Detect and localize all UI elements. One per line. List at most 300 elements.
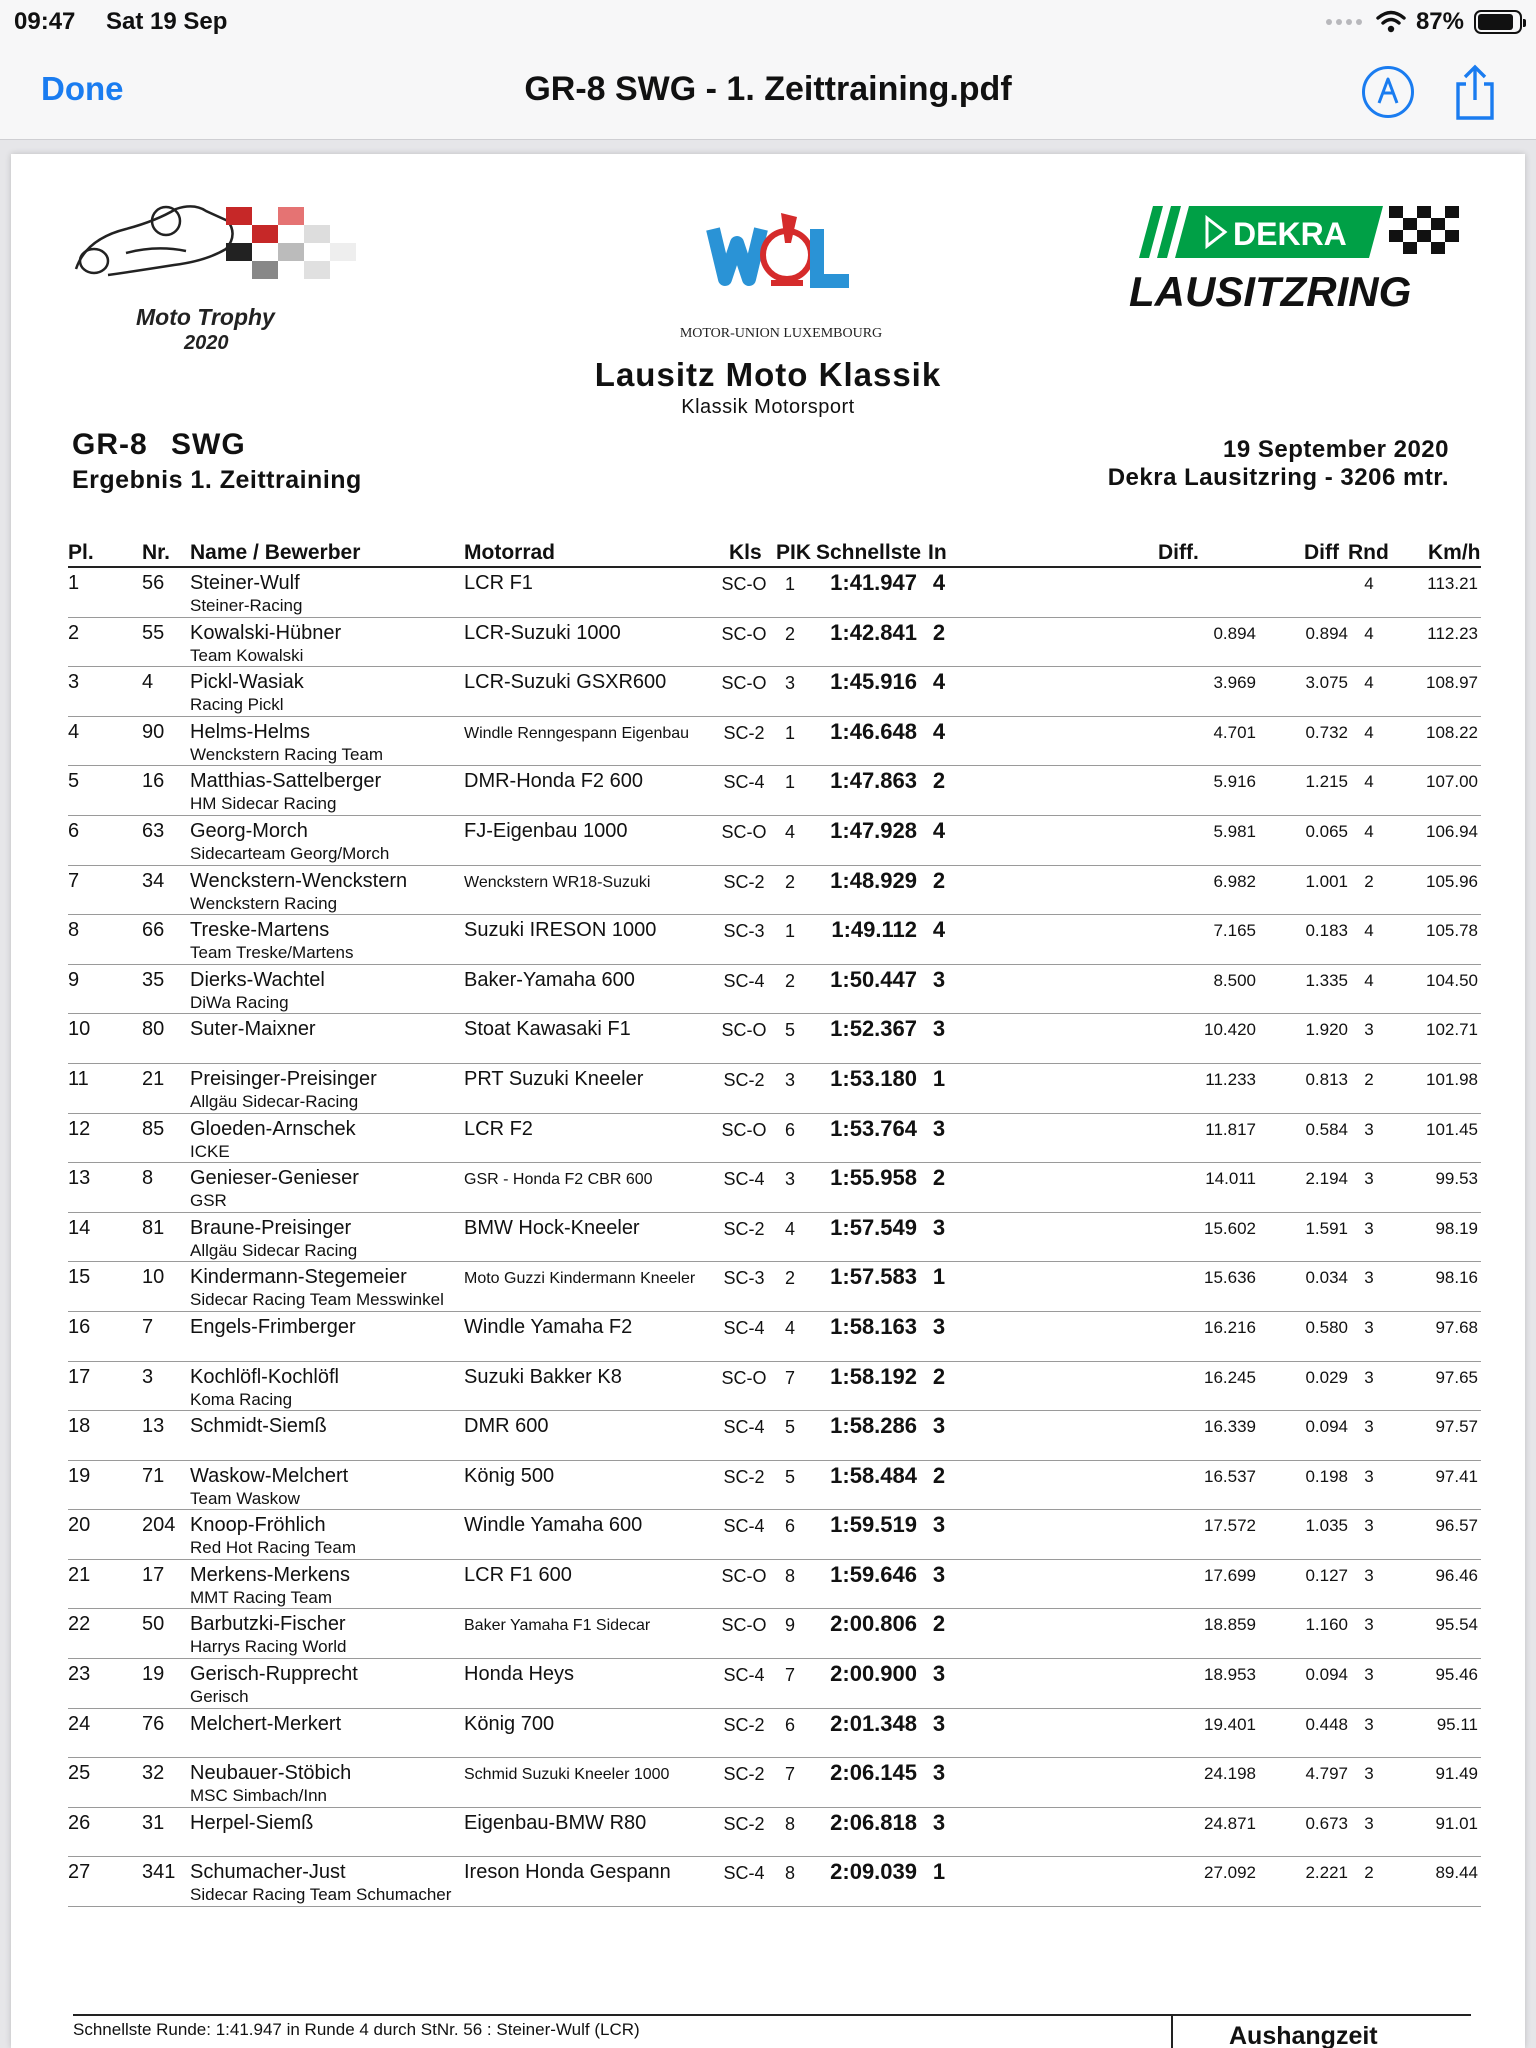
cell-team: Sidecar Racing Team Messwinkel — [190, 1290, 444, 1310]
cell-place: 26 — [68, 1811, 91, 1834]
col-best: Schnellste — [816, 541, 922, 564]
cell-number: 32 — [142, 1762, 165, 1785]
share-icon[interactable] — [1452, 64, 1498, 122]
cell-class: SC-4 — [723, 772, 765, 793]
cell-diff: 27.092 — [1204, 1863, 1256, 1883]
status-time: 09:47 — [14, 8, 76, 35]
cell-place: 19 — [68, 1464, 91, 1487]
cell-diff: 7.165 — [1213, 921, 1256, 941]
cell-laps: 4 — [1364, 970, 1374, 990]
cell-place: 4 — [68, 720, 80, 743]
col-moto: Motorrad — [464, 541, 555, 564]
cell-team: Wenckstern Racing — [190, 893, 338, 913]
cell-name: Pickl-Wasiak — [190, 671, 304, 694]
pdf-viewer-navbar — [0, 44, 1536, 140]
cell-team: Team Treske/Martens — [190, 943, 354, 963]
cell-class: SC-2 — [723, 1764, 765, 1785]
cell-diff-prev: 0.894 — [1305, 623, 1348, 643]
cell-pik: 3 — [784, 1169, 795, 1190]
cell-number: 50 — [142, 1613, 165, 1636]
cell-number: 34 — [142, 869, 165, 892]
table-row — [68, 717, 1481, 767]
cell-laps: 4 — [1364, 574, 1374, 593]
table-row — [68, 1659, 1481, 1709]
cell-speed: 99.53 — [1435, 1169, 1478, 1189]
cell-speed: 97.57 — [1435, 1417, 1478, 1437]
document-title: GR-8 SWG - 1. Zeittraining.pdf — [524, 70, 1012, 108]
cell-class: SC-2 — [723, 1813, 765, 1834]
cell-name: Preisinger-Preisinger — [190, 1067, 377, 1090]
table-row — [68, 1411, 1481, 1461]
cell-motorcycle: Stoat Kawasaki F1 — [464, 1018, 631, 1041]
cell-in-lap: 4 — [932, 917, 946, 943]
cell-place: 15 — [68, 1266, 91, 1289]
cell-team: Red Hot Racing Team — [190, 1538, 356, 1558]
cell-class: SC-2 — [723, 1466, 765, 1487]
cell-laps: 3 — [1364, 1268, 1374, 1288]
cell-motorcycle: Windle Renngespann Eigenbau — [464, 724, 690, 742]
cell-laps: 3 — [1364, 1813, 1374, 1833]
cell-class: SC-2 — [723, 1069, 765, 1090]
cell-place: 14 — [68, 1216, 91, 1239]
cell-laps: 3 — [1364, 1218, 1374, 1238]
cell-name: Steiner-Wulf — [190, 572, 300, 594]
cell-best-lap: 2:00.900 — [830, 1661, 917, 1687]
cell-in-lap: 2 — [932, 1165, 946, 1191]
table-row — [68, 618, 1481, 668]
cell-speed: 112.23 — [1427, 623, 1478, 643]
cell-class: SC-4 — [723, 1417, 765, 1438]
cell-pik: 8 — [784, 1813, 795, 1834]
cell-diff-prev: 1.215 — [1305, 772, 1348, 792]
cell-laps: 3 — [1364, 1367, 1374, 1387]
cell-best-lap: 1:59.646 — [830, 1561, 917, 1587]
cell-diff: 5.981 — [1213, 821, 1256, 841]
table-row — [68, 1163, 1481, 1213]
col-pik: PIK — [776, 541, 812, 564]
cell-pik: 7 — [784, 1665, 795, 1686]
cell-team: Allgäu Sidecar Racing — [190, 1240, 358, 1260]
cell-motorcycle: DMR-Honda F2 600 — [464, 770, 643, 793]
cell-place: 17 — [68, 1365, 91, 1388]
cell-motorcycle: Wenckstern WR18-Suzuki — [464, 873, 651, 891]
col-in: In — [928, 541, 947, 564]
cell-class: SC-O — [721, 1615, 767, 1636]
results-table-header — [68, 538, 1481, 568]
cell-diff: 11.817 — [1205, 1119, 1256, 1139]
cell-class: SC-3 — [723, 921, 765, 942]
cell-number: 90 — [142, 720, 165, 743]
cell-class: SC-O — [721, 623, 767, 644]
cell-in-lap: 3 — [932, 1512, 946, 1538]
cell-name: Herpel-Siemß — [190, 1811, 314, 1834]
cell-class: SC-4 — [723, 1863, 765, 1884]
table-row — [68, 1857, 1481, 1907]
cell-in-lap: 4 — [932, 570, 946, 595]
cell-diff: 24.871 — [1204, 1813, 1256, 1833]
fastest-lap-note: Schnellste Runde: 1:41.947 in Runde 4 durch StNr. 56 : Steiner-Wulf (LCR) — [73, 2020, 640, 2039]
cell-in-lap: 3 — [932, 1313, 946, 1339]
table-row — [68, 816, 1481, 866]
cell-number: 55 — [142, 621, 165, 644]
cell-pik: 3 — [784, 1069, 795, 1090]
cell-in-lap: 3 — [932, 1214, 946, 1240]
cell-diff: 0.894 — [1213, 623, 1256, 643]
cell-laps: 3 — [1364, 1665, 1374, 1685]
cell-name: Engels-Frimberger — [190, 1315, 356, 1338]
cell-speed: 91.49 — [1435, 1764, 1478, 1784]
cell-best-lap: 1:58.484 — [830, 1462, 917, 1488]
cell-team: Koma Racing — [190, 1389, 293, 1409]
dekra-text: DEKRA — [1233, 216, 1347, 252]
cell-diff-prev: 2.194 — [1305, 1169, 1348, 1189]
cell-diff: 16.537 — [1204, 1466, 1256, 1486]
col-rnd: Rnd — [1348, 541, 1389, 564]
table-row — [68, 1064, 1481, 1114]
cell-diff-prev: 1.160 — [1305, 1615, 1348, 1635]
cell-best-lap: 1:48.929 — [830, 867, 917, 893]
cell-place: 18 — [68, 1415, 91, 1438]
cell-class: SC-4 — [723, 1317, 765, 1338]
cell-diff: 4.701 — [1213, 722, 1256, 742]
cell-name: Gerisch-Rupprecht — [190, 1663, 358, 1686]
cell-class: SC-2 — [723, 871, 765, 892]
cell-number: 76 — [142, 1712, 165, 1735]
cell-diff: 15.602 — [1204, 1218, 1256, 1238]
mul-logo — [661, 199, 901, 349]
cell-diff-prev: 0.580 — [1305, 1317, 1348, 1337]
cell-speed: 101.98 — [1426, 1069, 1478, 1089]
cell-speed: 108.22 — [1426, 722, 1478, 742]
cell-diff-prev: 0.029 — [1305, 1367, 1348, 1387]
cell-laps: 3 — [1364, 1516, 1374, 1536]
cell-best-lap: 2:09.039 — [830, 1859, 917, 1885]
cell-place: 2 — [68, 621, 80, 644]
cell-pik: 2 — [784, 623, 795, 644]
cell-number: 7 — [142, 1315, 154, 1338]
cell-best-lap: 1:55.958 — [830, 1165, 917, 1191]
table-row — [68, 1709, 1481, 1759]
table-row — [68, 1014, 1481, 1064]
cell-number: 66 — [142, 919, 165, 942]
cell-diff-prev: 0.198 — [1305, 1466, 1348, 1486]
cell-name: Barbutzki-Fischer — [190, 1613, 346, 1636]
cell-name: Wenckstern-Wenckstern — [190, 869, 408, 892]
cell-name: Treske-Martens — [190, 919, 330, 942]
cell-in-lap: 4 — [932, 817, 946, 843]
cell-class: SC-3 — [723, 1268, 765, 1289]
cell-class: SC-O — [721, 1367, 767, 1388]
cell-speed: 101.45 — [1426, 1119, 1478, 1139]
cell-best-lap: 2:06.818 — [830, 1809, 917, 1835]
cell-pik: 6 — [784, 1516, 795, 1537]
table-row — [68, 1461, 1481, 1511]
cell-best-lap: 2:01.348 — [830, 1710, 917, 1736]
cell-class: SC-O — [721, 673, 767, 694]
cell-diff: 5.916 — [1213, 772, 1256, 792]
cell-diff-prev: 0.183 — [1305, 921, 1348, 941]
cell-name: Georg-Morch — [190, 819, 308, 842]
cell-motorcycle: Honda Heys — [464, 1663, 575, 1686]
cell-name: Schumacher-Just — [190, 1861, 346, 1884]
cell-diff-prev: 0.065 — [1305, 821, 1348, 841]
table-row — [68, 1609, 1481, 1659]
cell-best-lap: 1:47.928 — [830, 817, 917, 843]
cell-speed: 113.21 — [1427, 574, 1478, 593]
cell-diff-prev: 0.094 — [1305, 1417, 1348, 1437]
cell-pik: 8 — [784, 1863, 795, 1884]
cell-in-lap: 3 — [932, 1809, 946, 1835]
cell-motorcycle: Windle Yamaha 600 — [464, 1514, 643, 1537]
cell-class: SC-O — [721, 574, 767, 594]
cell-laps: 4 — [1364, 623, 1374, 643]
cell-laps: 3 — [1364, 1417, 1374, 1437]
cell-number: 204 — [142, 1514, 176, 1537]
table-row — [68, 1262, 1481, 1312]
cell-number: 35 — [142, 968, 165, 991]
table-row — [68, 915, 1481, 965]
cell-team: Sidecarteam Georg/Morch — [190, 843, 390, 863]
cell-number: 31 — [142, 1811, 165, 1834]
cell-laps: 3 — [1364, 1565, 1374, 1585]
cell-in-lap: 2 — [932, 1611, 946, 1637]
cell-name: Melchert-Merkert — [190, 1712, 342, 1735]
cell-motorcycle: Moto Guzzi Kindermann Kneeler — [464, 1270, 696, 1288]
cell-diff-prev: 1.001 — [1305, 871, 1348, 891]
table-row — [68, 1114, 1481, 1164]
col-diff2: Diff — [1304, 541, 1339, 564]
cell-place: 9 — [68, 968, 80, 991]
cell-team: Harrys Racing World — [190, 1637, 347, 1657]
cell-place: 3 — [68, 671, 80, 694]
cell-place: 11 — [68, 1067, 89, 1090]
cell-diff-prev: 0.127 — [1305, 1565, 1348, 1585]
done-button[interactable]: Done — [41, 70, 124, 107]
cell-name: Kowalski-Hübner — [190, 621, 342, 644]
cell-class: SC-2 — [723, 1714, 765, 1735]
cell-diff: 6.982 — [1213, 871, 1256, 891]
cell-motorcycle: Ireson Honda Gespann — [464, 1861, 671, 1884]
cell-team: Allgäu Sidecar-Racing — [190, 1091, 359, 1111]
cell-place: 6 — [68, 819, 80, 842]
cell-place: 13 — [68, 1167, 91, 1190]
cell-pik: 8 — [784, 1565, 795, 1586]
cell-speed: 96.57 — [1435, 1516, 1478, 1536]
cell-speed: 95.11 — [1436, 1714, 1478, 1734]
cell-best-lap: 1:45.916 — [830, 669, 917, 695]
cell-number: 10 — [142, 1266, 165, 1289]
col-diff: Diff. — [1158, 541, 1199, 564]
cell-place: 20 — [68, 1514, 91, 1537]
wifi-icon — [1376, 10, 1406, 34]
status-bar — [0, 0, 1536, 44]
markup-icon[interactable] — [1362, 66, 1414, 118]
table-row — [68, 1362, 1481, 1412]
cell-in-lap: 4 — [932, 718, 946, 744]
cell-motorcycle: LCR F1 600 — [464, 1563, 572, 1586]
cell-diff-prev: 1.335 — [1305, 970, 1348, 990]
cell-laps: 3 — [1364, 1119, 1374, 1139]
cell-name: Neubauer-Stöbich — [190, 1762, 352, 1785]
cell-best-lap: 2:06.145 — [830, 1760, 917, 1786]
cell-in-lap: 2 — [932, 619, 946, 645]
cell-number: 4 — [142, 671, 154, 694]
col-pl: Pl. — [68, 541, 94, 564]
cell-motorcycle: FJ-Eigenbau 1000 — [464, 819, 628, 842]
mul-text: MOTOR-UNION LUXEMBOURG — [679, 326, 883, 341]
table-row — [68, 1213, 1481, 1263]
col-kmh: Km/h — [1428, 541, 1481, 564]
cellular-dots-icon — [1326, 19, 1362, 25]
cell-name: Kochlöfl-Kochlöfl — [190, 1365, 339, 1388]
cell-name: Knoop-Fröhlich — [190, 1514, 326, 1537]
cell-diff-prev: 0.732 — [1305, 722, 1348, 742]
cell-best-lap: 1:49.112 — [831, 917, 917, 943]
cell-pik: 1 — [784, 772, 795, 793]
cell-best-lap: 1:53.180 — [830, 1065, 917, 1091]
cell-speed: 95.54 — [1435, 1615, 1478, 1635]
cell-class: SC-2 — [723, 722, 765, 743]
cell-place: 16 — [68, 1315, 91, 1338]
cell-best-lap: 1:57.583 — [830, 1264, 917, 1290]
cell-motorcycle: Windle Yamaha F2 — [464, 1315, 633, 1338]
cell-motorcycle: GSR - Honda F2 CBR 600 — [464, 1171, 653, 1189]
cell-diff: 24.198 — [1204, 1764, 1256, 1784]
cell-pik: 2 — [784, 1268, 795, 1289]
cell-place: 1 — [68, 572, 80, 594]
cell-speed: 106.94 — [1426, 821, 1478, 841]
cell-number: 8 — [142, 1167, 154, 1190]
status-right — [1326, 8, 1522, 36]
cell-team: HM Sidecar Racing — [190, 794, 337, 814]
cell-motorcycle: König 700 — [464, 1712, 555, 1735]
cell-team: MMT Racing Team — [190, 1587, 333, 1607]
cell-number: 13 — [142, 1415, 165, 1438]
cell-speed: 91.01 — [1435, 1813, 1478, 1833]
cell-class: SC-O — [721, 821, 767, 842]
cell-in-lap: 1 — [932, 1859, 946, 1885]
cell-best-lap: 1:57.549 — [830, 1214, 917, 1240]
cell-in-lap: 3 — [932, 1016, 946, 1042]
cell-motorcycle: LCR-Suzuki 1000 — [464, 621, 621, 644]
cell-motorcycle: Suzuki Bakker K8 — [464, 1365, 622, 1388]
cell-name: Waskow-Melchert — [190, 1464, 349, 1487]
cell-name: Schmidt-Siemß — [190, 1415, 327, 1438]
battery-percent: 87% — [1415, 8, 1464, 35]
cell-number: 17 — [142, 1563, 165, 1586]
table-row — [68, 766, 1481, 816]
cell-pik: 5 — [784, 1020, 795, 1041]
cell-name: Matthias-Sattelberger — [190, 770, 382, 793]
cell-speed: 95.46 — [1435, 1665, 1478, 1685]
cell-speed: 97.68 — [1435, 1317, 1478, 1337]
cell-diff: 16.245 — [1204, 1367, 1256, 1387]
cell-laps: 3 — [1364, 1466, 1374, 1486]
col-kls: Kls — [729, 541, 762, 564]
cell-best-lap: 1:42.841 — [830, 619, 917, 645]
cell-team: Racing Pickl — [190, 695, 284, 715]
cell-in-lap: 2 — [932, 1363, 946, 1389]
cell-diff-prev: 1.035 — [1305, 1516, 1348, 1536]
cell-pik: 4 — [784, 1317, 795, 1338]
cell-best-lap: 1:41.947 — [830, 570, 917, 595]
cell-pik: 6 — [784, 1714, 795, 1735]
table-row — [68, 568, 1481, 618]
cell-number: 341 — [142, 1861, 176, 1884]
cell-number: 63 — [142, 819, 165, 842]
cell-best-lap: 1:50.447 — [830, 966, 917, 992]
cell-name: Dierks-Wachtel — [190, 968, 325, 991]
cell-laps: 2 — [1364, 1069, 1374, 1089]
cell-motorcycle: DMR 600 — [464, 1415, 549, 1438]
lausitzring-text: LAUSITZRING — [1129, 268, 1412, 314]
cell-name: Gloeden-Arnschek — [190, 1117, 356, 1140]
cell-speed: 97.41 — [1435, 1466, 1478, 1486]
event-subtitle: Klassik Motorsport — [681, 396, 855, 418]
cell-name: Suter-Maixner — [190, 1018, 316, 1041]
cell-diff: 16.216 — [1204, 1317, 1256, 1337]
cell-place: 27 — [68, 1861, 91, 1884]
cell-laps: 4 — [1364, 722, 1374, 742]
aushang-label: Aushangzeit — [1229, 2022, 1378, 2048]
cell-speed: 105.96 — [1426, 871, 1478, 891]
cell-motorcycle: Eigenbau-BMW R80 — [464, 1811, 647, 1834]
cell-best-lap: 1:59.519 — [830, 1512, 917, 1538]
cell-class: SC-4 — [723, 1516, 765, 1537]
race-date: 19 September 2020 — [1223, 436, 1449, 463]
cell-team: Team Kowalski — [190, 645, 304, 665]
cell-diff-prev: 1.920 — [1305, 1020, 1348, 1040]
cell-class: SC-4 — [723, 1169, 765, 1190]
cell-number: 21 — [142, 1067, 165, 1090]
cell-diff: 17.572 — [1204, 1516, 1256, 1536]
cell-best-lap: 1:47.863 — [830, 768, 917, 794]
dekra-lausitzring-logo — [1127, 204, 1473, 314]
cell-diff-prev: 3.075 — [1305, 673, 1348, 693]
cell-class: SC-O — [721, 1020, 767, 1041]
cell-motorcycle: Schmid Suzuki Kneeler 1000 — [464, 1766, 670, 1784]
cell-laps: 4 — [1364, 772, 1374, 792]
cell-name: Genieser-Genieser — [190, 1167, 359, 1190]
cell-place: 10 — [68, 1018, 91, 1041]
cell-place: 21 — [68, 1563, 91, 1586]
cell-place: 22 — [68, 1613, 91, 1636]
cell-laps: 2 — [1364, 871, 1374, 891]
cell-diff-prev: 0.813 — [1305, 1069, 1348, 1089]
results-table-body — [68, 568, 1481, 1907]
cell-motorcycle: LCR F2 — [464, 1117, 533, 1140]
cell-pik: 7 — [784, 1367, 795, 1388]
cell-team: Wenckstern Racing Team — [190, 744, 384, 764]
cell-diff: 3.969 — [1213, 673, 1256, 693]
cell-class: SC-O — [721, 1565, 767, 1586]
cell-motorcycle: LCR-Suzuki GSXR600 — [464, 671, 667, 694]
event-title: Lausitz Moto Klassik — [594, 356, 942, 393]
cell-laps: 4 — [1364, 673, 1374, 693]
cell-speed: 96.46 — [1435, 1565, 1478, 1585]
cell-best-lap: 1:52.367 — [830, 1016, 917, 1042]
cell-diff: 11.233 — [1205, 1069, 1256, 1089]
cell-diff: 18.953 — [1204, 1665, 1256, 1685]
cell-speed: 98.16 — [1435, 1268, 1478, 1288]
table-row — [68, 1510, 1481, 1560]
moto-trophy-logo — [66, 199, 396, 354]
cell-class: SC-2 — [723, 1218, 765, 1239]
cell-pik: 2 — [784, 871, 795, 892]
cell-diff: 19.401 — [1204, 1714, 1256, 1734]
cell-team: Gerisch — [190, 1687, 249, 1707]
cell-place: 24 — [68, 1712, 91, 1735]
